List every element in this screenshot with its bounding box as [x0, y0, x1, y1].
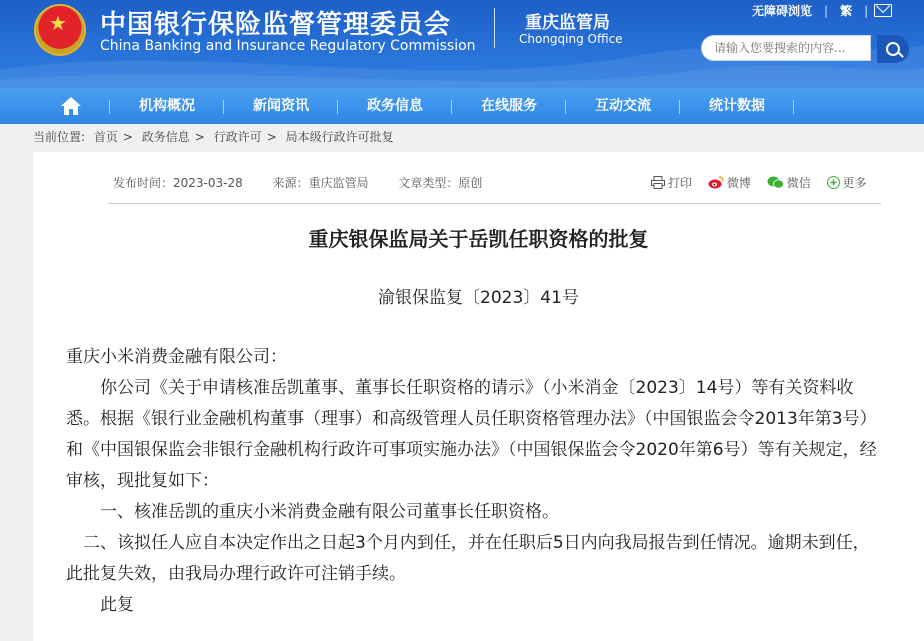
wechat-label: 微信 — [786, 176, 811, 190]
approval-item-2: 二、该拟任人应自本决定作出之日起3个月内到任，并在任职后5日内向我局报告到任情况。逾期未到任，此批复失效，由我局办理行政许可注销手续。 — [66, 533, 870, 584]
plus-circle-icon — [827, 176, 840, 189]
breadcrumb-separator: > — [122, 130, 133, 144]
national-emblem-icon: ★ — [34, 4, 86, 56]
nav-divider — [337, 100, 338, 114]
print-label: 打印 — [668, 176, 693, 190]
approval-item-1: 一、核准岳凯的重庆小米消费金融有限公司董事长任职资格。 — [100, 502, 559, 522]
nav-item-government-info[interactable]: 政务信息 — [367, 98, 423, 114]
search-input[interactable] — [701, 35, 871, 61]
doc-type: 文章类型：原创 — [398, 176, 483, 190]
breadcrumb-prefix: 当前位置: — [33, 130, 86, 144]
breadcrumb-separator: > — [194, 130, 205, 144]
nav-item-news[interactable]: 新闻资讯 — [253, 98, 309, 114]
nav-divider — [793, 100, 794, 114]
breadcrumb-home[interactable]: 首页 — [93, 130, 118, 144]
breadcrumb-admin-license[interactable]: 行政许可 — [213, 130, 262, 144]
main-nav — [0, 88, 924, 124]
nav-divider — [679, 100, 680, 114]
article-container — [33, 152, 924, 641]
meta-divider — [108, 203, 881, 204]
nav-divider — [451, 100, 452, 114]
site-title-en[interactable]: China Banking and Insurance Regulatory Commission — [100, 38, 476, 54]
nav-divider — [109, 100, 110, 114]
body-paragraph: 你公司《关于申请核准岳凯董事、董事长任职资格的请示》（小米消金〔2023〕14号）等有关资料收悉。根据《银行业金融机构董事（理事）和高级管理人员任职资格管理办法》（中国银监会令2013年第3号）和《中国银保监会非银行金融机构行政许可事项实施办法》（中国银保监会令2020年第6号）等有关规定，经审核，现批复如下： — [66, 378, 877, 491]
office-title-en[interactable]: Chongqing Office — [519, 32, 623, 46]
more-label: 更多 — [842, 176, 867, 190]
search-button[interactable] — [877, 35, 909, 63]
mail-icon[interactable] — [874, 4, 892, 17]
accessibility-link[interactable]: 无障碍浏览 — [752, 4, 813, 18]
site-title[interactable]: 中国银行保险监督管理委员会 — [100, 10, 452, 40]
closing: 此复 — [100, 595, 134, 615]
article-body — [66, 342, 886, 621]
article-title: 重庆银保监局关于岳凯任职资格的批复 — [308, 227, 649, 251]
wechat-icon — [767, 176, 784, 189]
weibo-label: 微博 — [726, 176, 751, 190]
source: 来源：重庆监管局 — [272, 176, 369, 190]
nav-divider — [223, 100, 224, 114]
weibo-share-button[interactable] — [708, 176, 755, 190]
site-header — [0, 0, 924, 88]
top-links: 无障碍浏览 | 繁 | — [752, 4, 869, 18]
header-divider — [494, 8, 495, 48]
breadcrumb-current[interactable]: 局本级行政许可批复 — [285, 130, 394, 144]
home-icon[interactable] — [60, 96, 82, 116]
nav-item-statistics[interactable]: 统计数据 — [709, 98, 765, 114]
weibo-icon — [708, 176, 724, 189]
nav-item-interaction[interactable]: 互动交流 — [595, 98, 651, 114]
breadcrumb-government-info[interactable]: 政务信息 — [141, 130, 190, 144]
document-number: 渝银保监复〔2023〕41号 — [378, 288, 579, 308]
traditional-chinese-link[interactable]: 繁 — [840, 4, 853, 18]
printer-icon — [651, 176, 665, 189]
print-button[interactable] — [651, 176, 696, 190]
article-meta — [113, 174, 508, 191]
share-bar — [651, 174, 879, 191]
breadcrumb-separator: > — [266, 130, 277, 144]
office-title[interactable]: 重庆监管局 — [525, 13, 610, 33]
publish-time: 发布时间：2023-03-28 — [113, 176, 243, 190]
wechat-share-button[interactable] — [767, 176, 815, 190]
nav-divider — [565, 100, 566, 114]
breadcrumb — [33, 124, 399, 150]
nav-item-institution[interactable]: 机构概况 — [139, 98, 195, 114]
more-share-button[interactable] — [827, 176, 867, 190]
search-icon — [886, 42, 900, 56]
nav-item-online-service[interactable]: 在线服务 — [481, 98, 537, 114]
search-box — [701, 35, 909, 63]
addressee: 重庆小米消费金融有限公司： — [66, 347, 287, 367]
